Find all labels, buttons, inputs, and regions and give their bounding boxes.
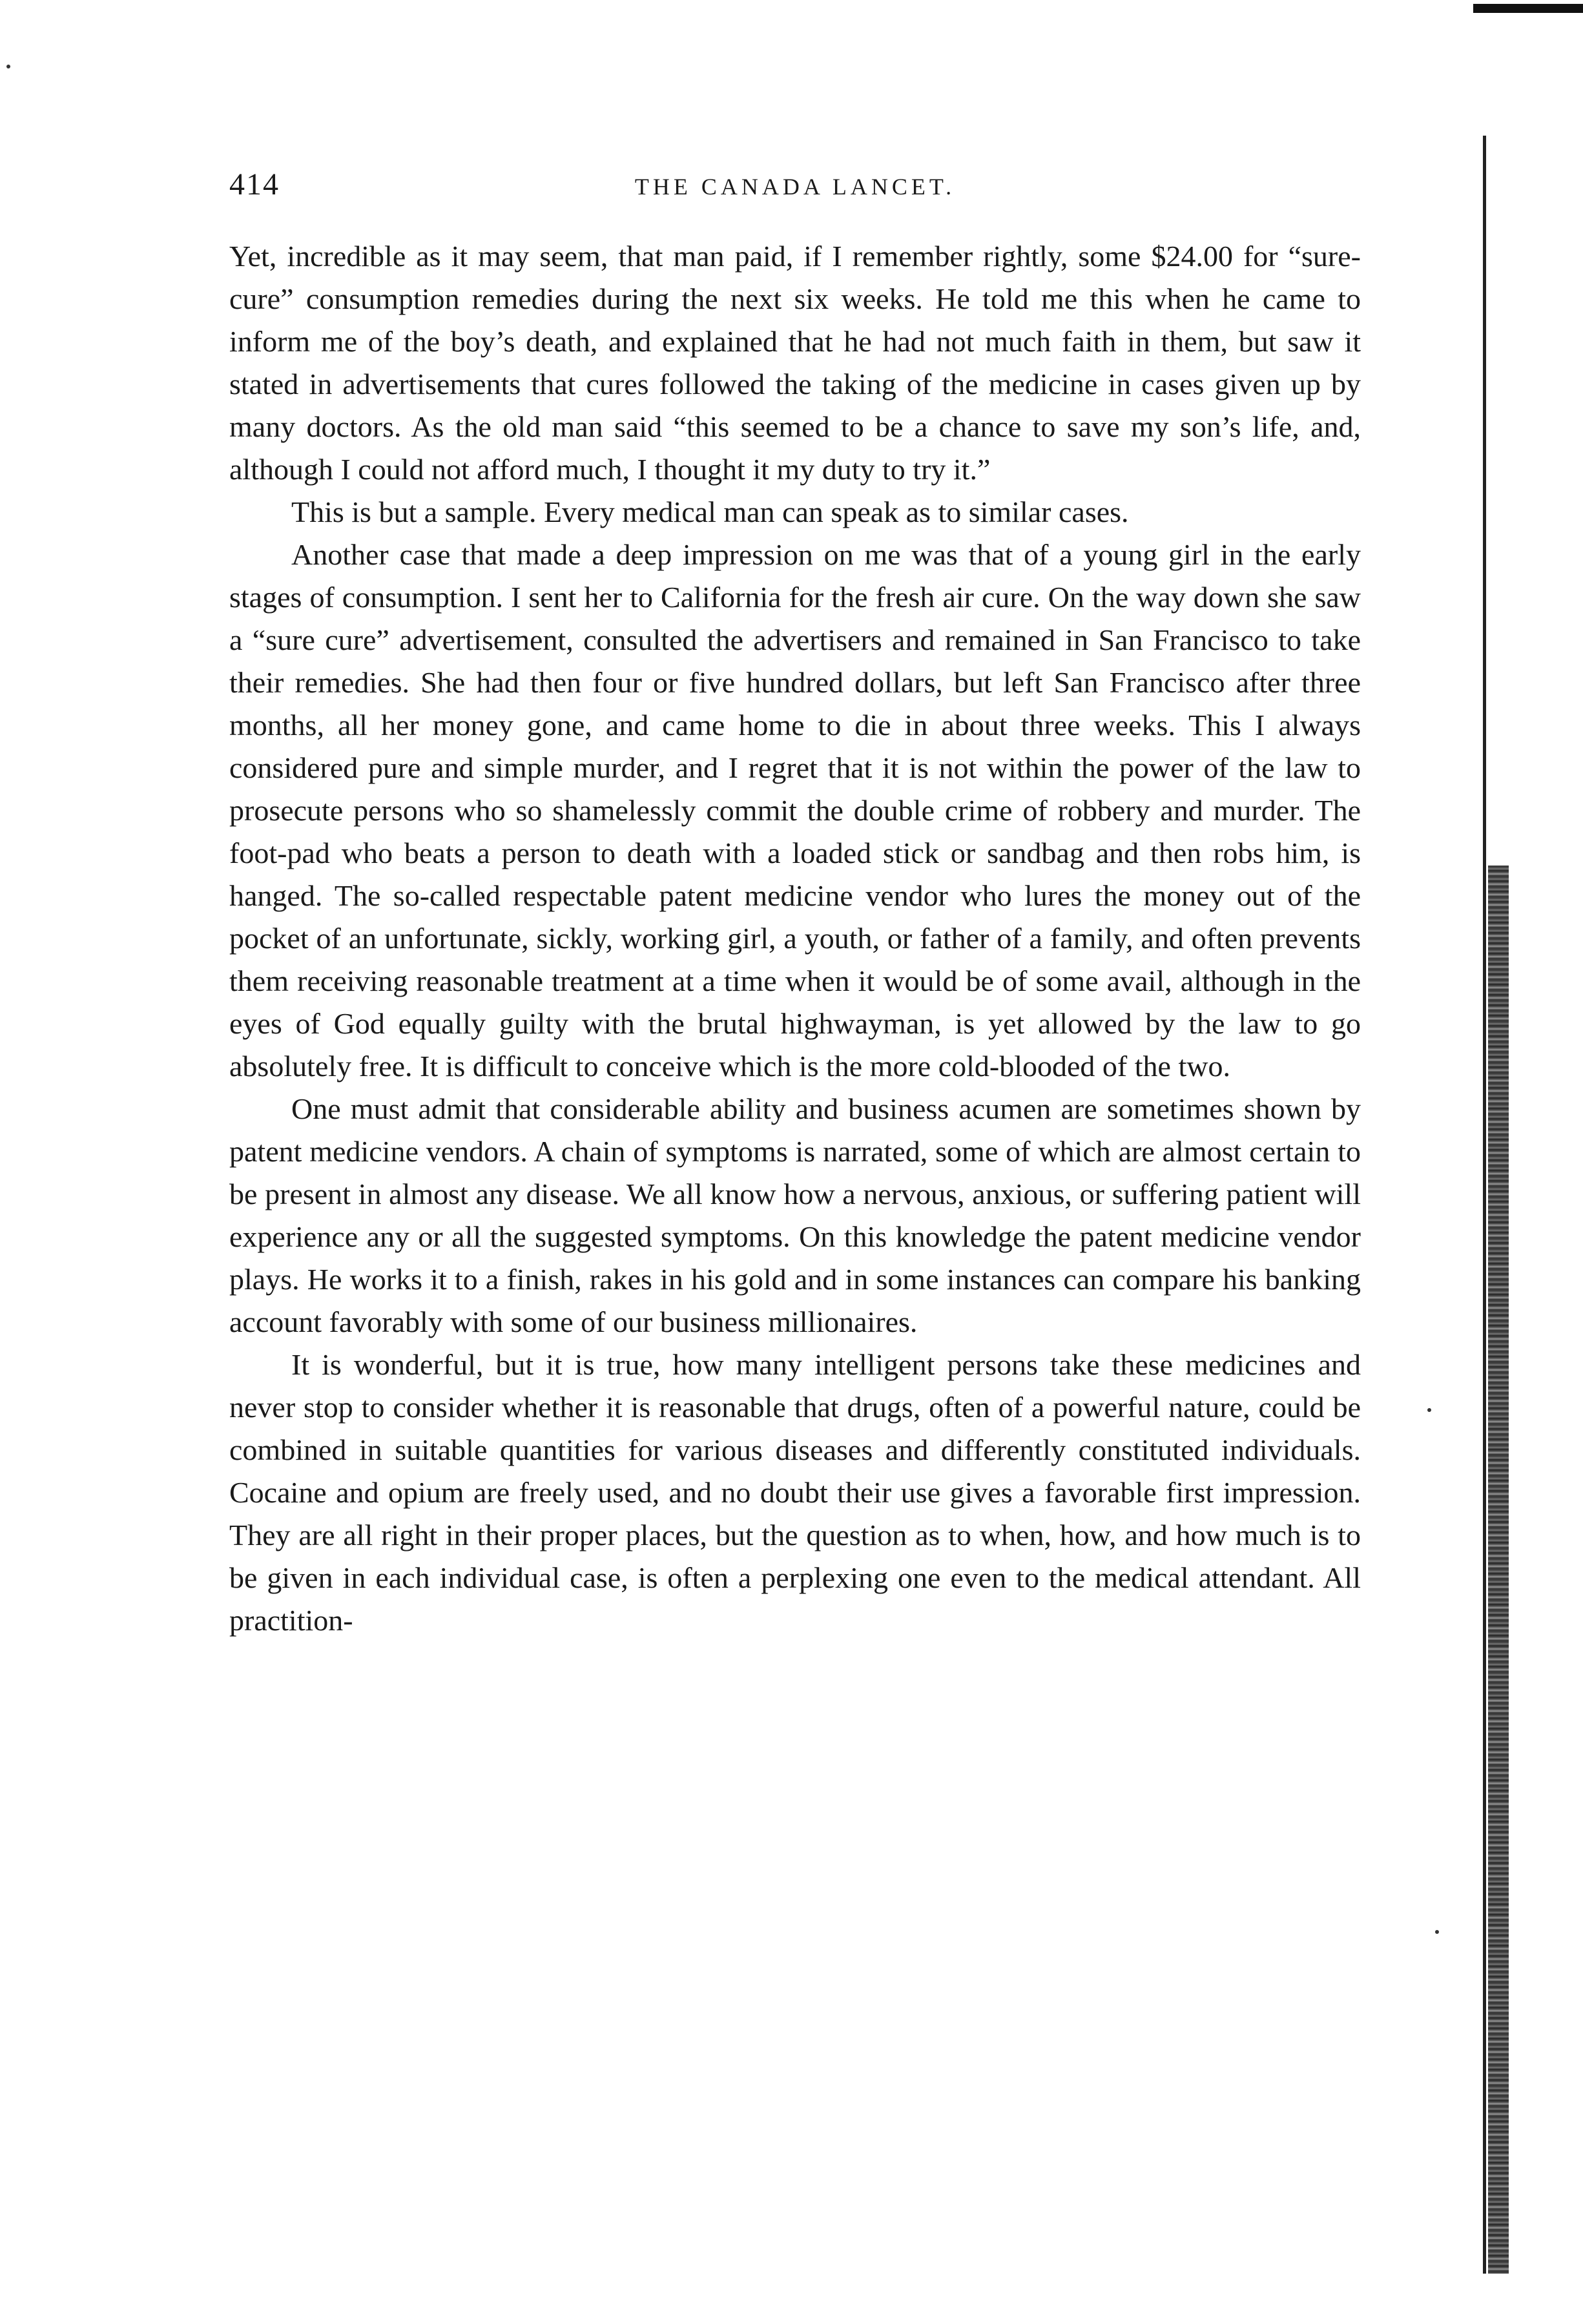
paragraph-3: Another case that made a deep impression on me was that of a young girl in the early stages of consumption. I sent her to California for the fresh air cure. On the way down she saw a “sure cure” advertisement, consulted the advertisers and remained in San Francisco to take their remedies. She had then four or five hundred dollars, but left San Francisco after three months, all her money gone, and came home to die in about three weeks. This I always considered pure and simple murder, and I regret that it is not within the power of the law to prosecute persons who so shamelessly commit the double crime of robbery and murder. The foot-pad who beats a person to death with a loaded stick or sandbag and then robs him, is hanged. The so-called respectable patent medicine vendor who lures the money out of the pocket of an unfortunate, sickly, working girl, a youth, or father of a family, and often prevents them receiving reasonable treatment at a time when it would be of some avail, although in the eyes of God equally guilty with the brutal highwayman, is yet allowed by the law to go absolutely free. It is difficult to conceive which is the more cold-blooded of the two. [229, 538, 1361, 1083]
scan-border-mark [1473, 4, 1583, 13]
journal-title: THE CANADA LANCET. [634, 174, 956, 200]
running-head [229, 167, 1361, 218]
scan-speck [1427, 1408, 1431, 1412]
paragraph-5: It is wonderful, but it is true, how many intelligent persons take these medicines and never stop to consider whether it is reasonable that drugs, often of a powerful nature, could be combined in suitable quantities for various diseases and differently constituted individuals. Cocaine and opium are freely used, and no doubt their use gives a favorable first impression. They are all right in their proper places, but the question as to when, how, and how much is to be given in each individual case, is often a perplexing one even to the medical attendant. All practition- [229, 1348, 1361, 1637]
scan-speck [6, 65, 10, 68]
paragraph-1: Yet, incredible as it may seem, that man paid, if I remember rightly, some $24.00 for “sure-cure” consumption remedies during the next six weeks. He told me this when he came to inform me of the boy’s death, and explained that he had not much faith in them, but saw it stated in advertisements that cures followed the taking of the medicine in cases given up by many doctors. As the old man said “this seemed to be a chance to save my son’s life, and, although I could not afford much, I thought it my duty to try it.” [229, 240, 1361, 486]
document-page [229, 167, 1361, 1642]
paragraph-2: This is but a sample. Every medical man can speak as to similar cases. [291, 495, 1129, 528]
article-body [229, 235, 1361, 1642]
scan-page-edge [1483, 136, 1486, 2274]
scan-binding-edge [1488, 866, 1509, 2274]
page-number: 414 [229, 167, 280, 202]
paragraph-4: One must admit that considerable ability and business acumen are sometimes shown by patent medicine vendors. A chain of symptoms is narrated, some of which are almost certain to be present in almost any disease. We all know how a nervous, anxious, or suffering patient will experience any or all the suggested symptoms. On this knowledge the patent medicine vendor plays. He works it to a finish, rakes in his gold and in some instances can compare his banking account favorably with some of our business millionaires. [229, 1092, 1361, 1338]
scan-speck [1435, 1930, 1439, 1934]
